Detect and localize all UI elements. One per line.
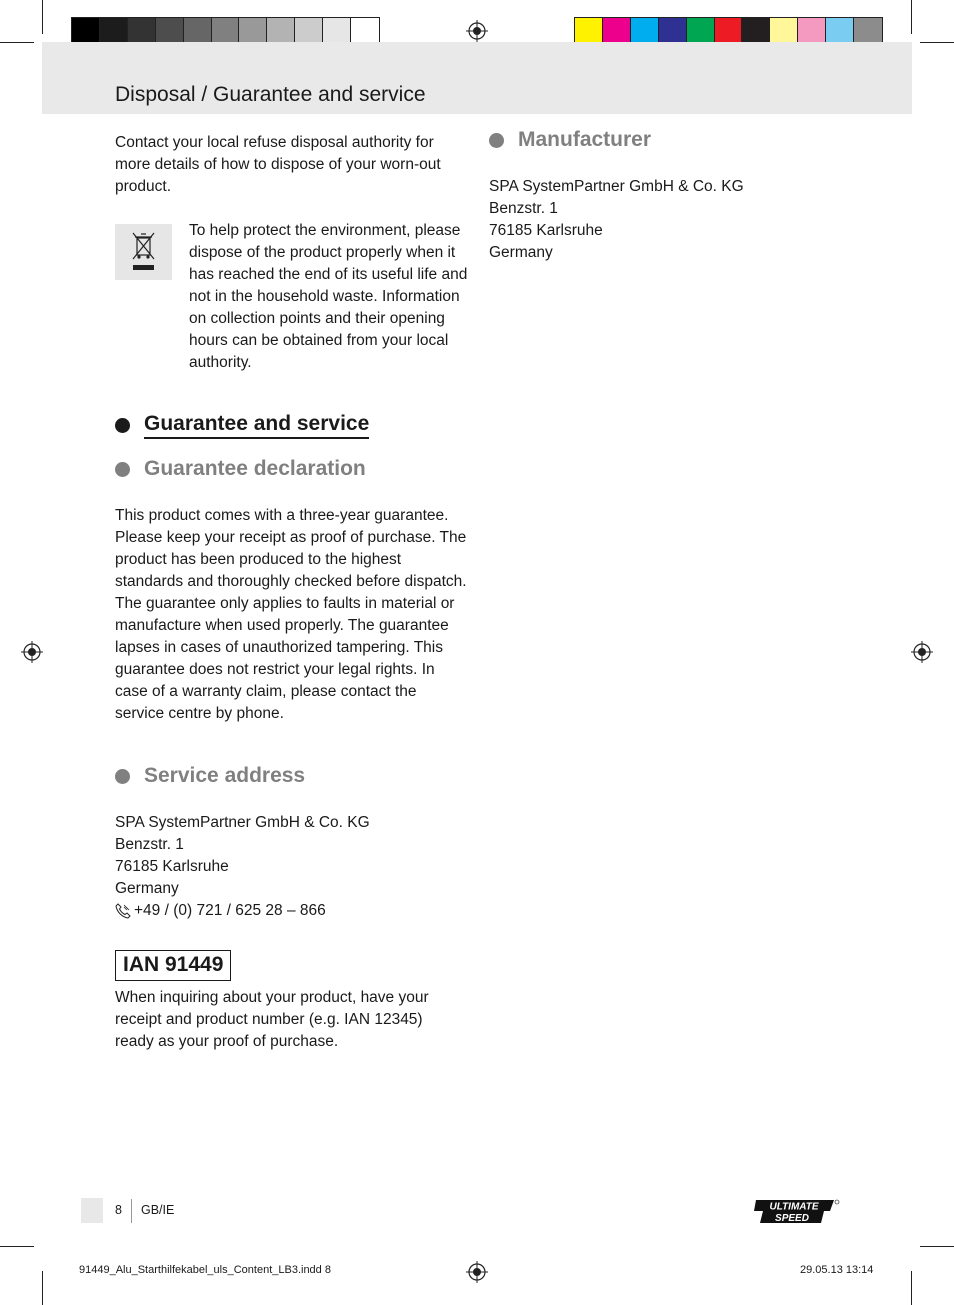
color-swatch bbox=[854, 18, 882, 44]
manufacturer-city: 76185 Karlsruhe bbox=[489, 222, 603, 239]
ian-number-box: IAN 91449 bbox=[115, 950, 231, 981]
bullet-dot-icon bbox=[489, 133, 504, 148]
gray-swatch bbox=[128, 18, 156, 44]
crop-mark bbox=[42, 1271, 43, 1305]
crop-mark bbox=[911, 1271, 912, 1305]
color-swatch bbox=[770, 18, 798, 44]
service-address-heading: Service address bbox=[115, 764, 305, 788]
slug-filename: 91449_Alu_Starthilfekabel_uls_Content_LB3.indd 8 bbox=[79, 1264, 331, 1276]
crop-mark bbox=[0, 1246, 34, 1247]
logo-line1: ULTIMATE bbox=[769, 1201, 819, 1213]
registration-mark-icon bbox=[466, 1261, 488, 1283]
color-calibration-bar bbox=[574, 17, 883, 45]
page-number: 8 bbox=[115, 1203, 122, 1217]
manufacturer-heading: Manufacturer bbox=[489, 128, 651, 152]
crop-mark bbox=[42, 0, 43, 34]
environment-notice: To help protect the environment, please dispose of the product properly when it has reached the end of its useful life and not in the household waste. Information on collection points and their opening hours can be obtained from your local authority. bbox=[189, 222, 468, 371]
crop-mark bbox=[920, 1246, 954, 1247]
service-address-block bbox=[115, 812, 467, 922]
bullet-dot-icon bbox=[115, 769, 130, 784]
guarantee-declaration-heading: Guarantee declaration bbox=[115, 457, 366, 481]
disposal-intro: Contact your local refuse disposal authority for more details of how to dispose of your worn-out product. bbox=[115, 134, 441, 195]
crop-mark bbox=[0, 42, 34, 43]
grayscale-calibration-bar bbox=[71, 17, 380, 45]
service-company: SPA SystemPartner GmbH & Co. KG bbox=[115, 814, 370, 831]
gray-swatch bbox=[212, 18, 240, 44]
gray-swatch bbox=[323, 18, 351, 44]
service-city: 76185 Karlsruhe bbox=[115, 858, 229, 875]
phone-icon bbox=[115, 903, 131, 919]
ultimate-speed-logo bbox=[754, 1198, 840, 1225]
crop-mark bbox=[920, 42, 954, 43]
footer-divider bbox=[131, 1199, 132, 1223]
registration-mark-icon bbox=[911, 641, 933, 663]
gray-swatch bbox=[72, 18, 100, 44]
gray-swatch bbox=[351, 18, 379, 44]
gray-swatch bbox=[295, 18, 323, 44]
color-swatch bbox=[798, 18, 826, 44]
ian-note: When inquiring about your product, have your receipt and product number (e.g. IAN 12345) ready as your proof of purchase. bbox=[115, 989, 429, 1050]
page-title: Disposal / Guarantee and service bbox=[115, 83, 426, 106]
manufacturer-country: Germany bbox=[489, 244, 553, 261]
gray-swatch bbox=[100, 18, 128, 44]
footer-page-box bbox=[81, 1198, 103, 1223]
color-swatch bbox=[659, 18, 687, 44]
color-swatch bbox=[575, 18, 603, 44]
crop-mark bbox=[911, 0, 912, 34]
weee-bin-icon bbox=[115, 224, 172, 280]
bullet-dot-icon bbox=[115, 462, 130, 477]
color-swatch bbox=[687, 18, 715, 44]
manufacturer-company: SPA SystemPartner GmbH & Co. KG bbox=[489, 178, 744, 195]
guarantee-declaration-text: This product comes with a three-year guarantee. Please keep your receipt as proof of purchase. The product has been produced to the highest standards and thoroughly checked before dispatch. The guarantee only applies to faults in material or manufacture when used properly. The guarantee lapses in cases of unauthorized tampering. This guarantee does not restrict your legal rights. In case of a warranty claim, please contact the service centre by phone. bbox=[115, 507, 467, 722]
registration-mark-icon bbox=[21, 641, 43, 663]
registration-mark-icon bbox=[466, 20, 488, 42]
gray-swatch bbox=[267, 18, 295, 44]
service-country: Germany bbox=[115, 880, 179, 897]
gray-swatch bbox=[156, 18, 184, 44]
logo-line2: SPEED bbox=[775, 1213, 809, 1224]
bullet-dot-icon bbox=[115, 418, 130, 433]
service-street: Benzstr. 1 bbox=[115, 836, 184, 853]
service-phone: +49 / (0) 721 / 625 28 – 866 bbox=[134, 902, 326, 919]
service-phone-row bbox=[115, 900, 467, 922]
color-swatch bbox=[826, 18, 854, 44]
color-swatch bbox=[631, 18, 659, 44]
guarantee-heading: Guarantee and service bbox=[115, 412, 369, 439]
color-swatch bbox=[742, 18, 770, 44]
manufacturer-street: Benzstr. 1 bbox=[489, 200, 558, 217]
color-swatch bbox=[715, 18, 743, 44]
gray-swatch bbox=[239, 18, 267, 44]
color-swatch bbox=[603, 18, 631, 44]
slug-timestamp: 29.05.13 13:14 bbox=[800, 1264, 874, 1276]
language-code: GB/IE bbox=[141, 1203, 175, 1217]
gray-swatch bbox=[184, 18, 212, 44]
manufacturer-address-block bbox=[489, 176, 849, 264]
